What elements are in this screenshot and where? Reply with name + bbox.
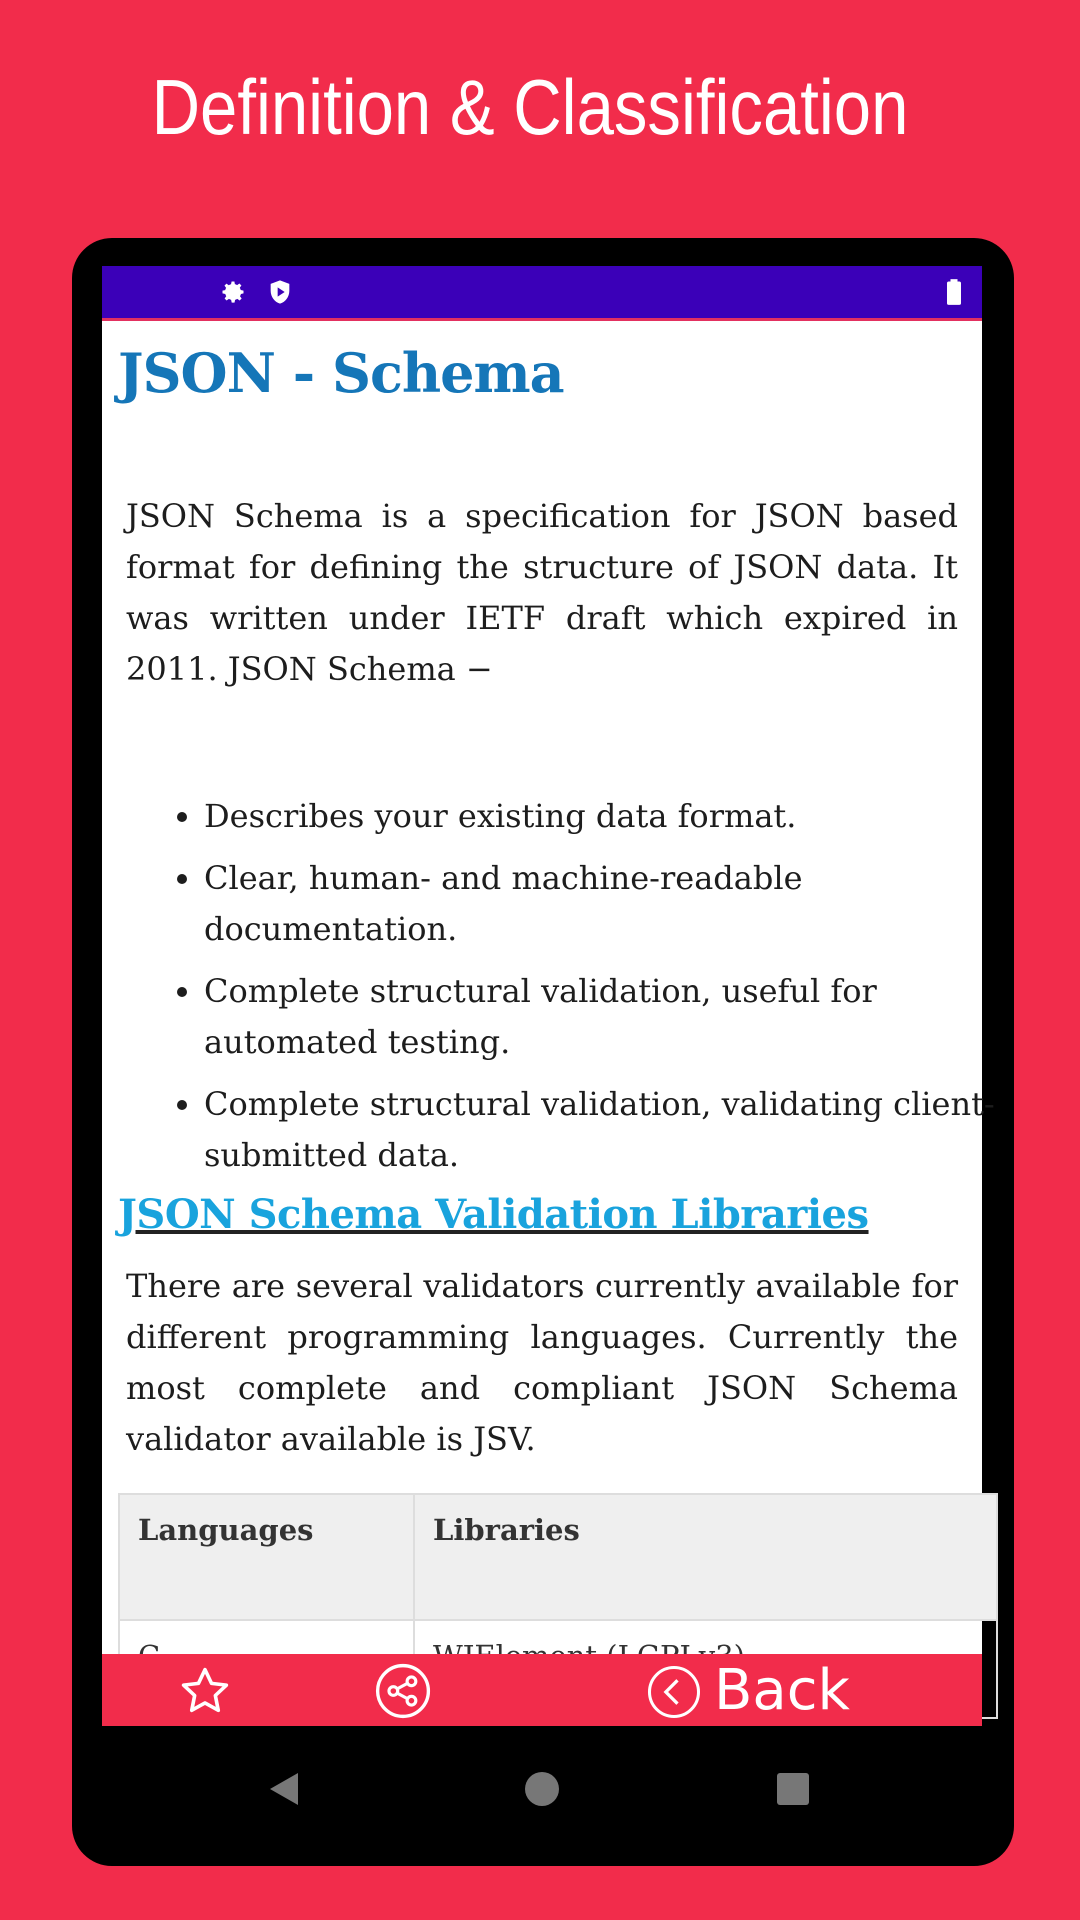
table-header-libraries: Libraries [414, 1494, 997, 1620]
article-content [102, 321, 995, 1621]
battery-icon [944, 278, 964, 306]
list-item: • Describes your existing data format. [204, 791, 1004, 842]
feature-list [126, 791, 1004, 1192]
validators-paragraph: There are several validators currently available for different programming languages. Currently the most complete and compliant JSON Schema validator available is JSV. [126, 1267, 958, 1458]
validation-libraries-link[interactable]: JSON Schema Validation Libraries [118, 1191, 869, 1238]
share-icon[interactable] [374, 1662, 432, 1720]
nav-home-icon[interactable] [525, 1772, 559, 1806]
list-item: • Complete structural validation, useful for automated testing. [204, 966, 1004, 1068]
list-item: • Complete structural validation, validating client-submitted data. [204, 1079, 1004, 1181]
back-label: Back [714, 1658, 850, 1723]
intro-paragraph: JSON Schema is a specification for JSON based format for defining the structure of JSON data. It was written under IETF draft which expired in 2011. JSON Schema − [126, 497, 958, 688]
list-item: • Clear, human- and machine-readable documentation. [204, 853, 1004, 955]
gear-icon [219, 278, 247, 306]
phone-frame [72, 238, 1014, 1866]
table-header-row [119, 1494, 997, 1620]
back-circle-icon [646, 1664, 702, 1720]
table-header-languages: Languages [119, 1494, 414, 1620]
shield-play-icon [266, 278, 294, 306]
star-icon[interactable] [178, 1664, 232, 1718]
status-bar [102, 266, 982, 321]
nav-recents-icon[interactable] [777, 1773, 809, 1805]
page-title: JSON - Schema [118, 341, 564, 405]
nav-back-icon[interactable] [268, 1770, 300, 1808]
banner-title: Definition & Classification [151, 63, 909, 151]
bottom-action-bar [102, 1654, 982, 1726]
phone-screen [102, 266, 995, 1726]
